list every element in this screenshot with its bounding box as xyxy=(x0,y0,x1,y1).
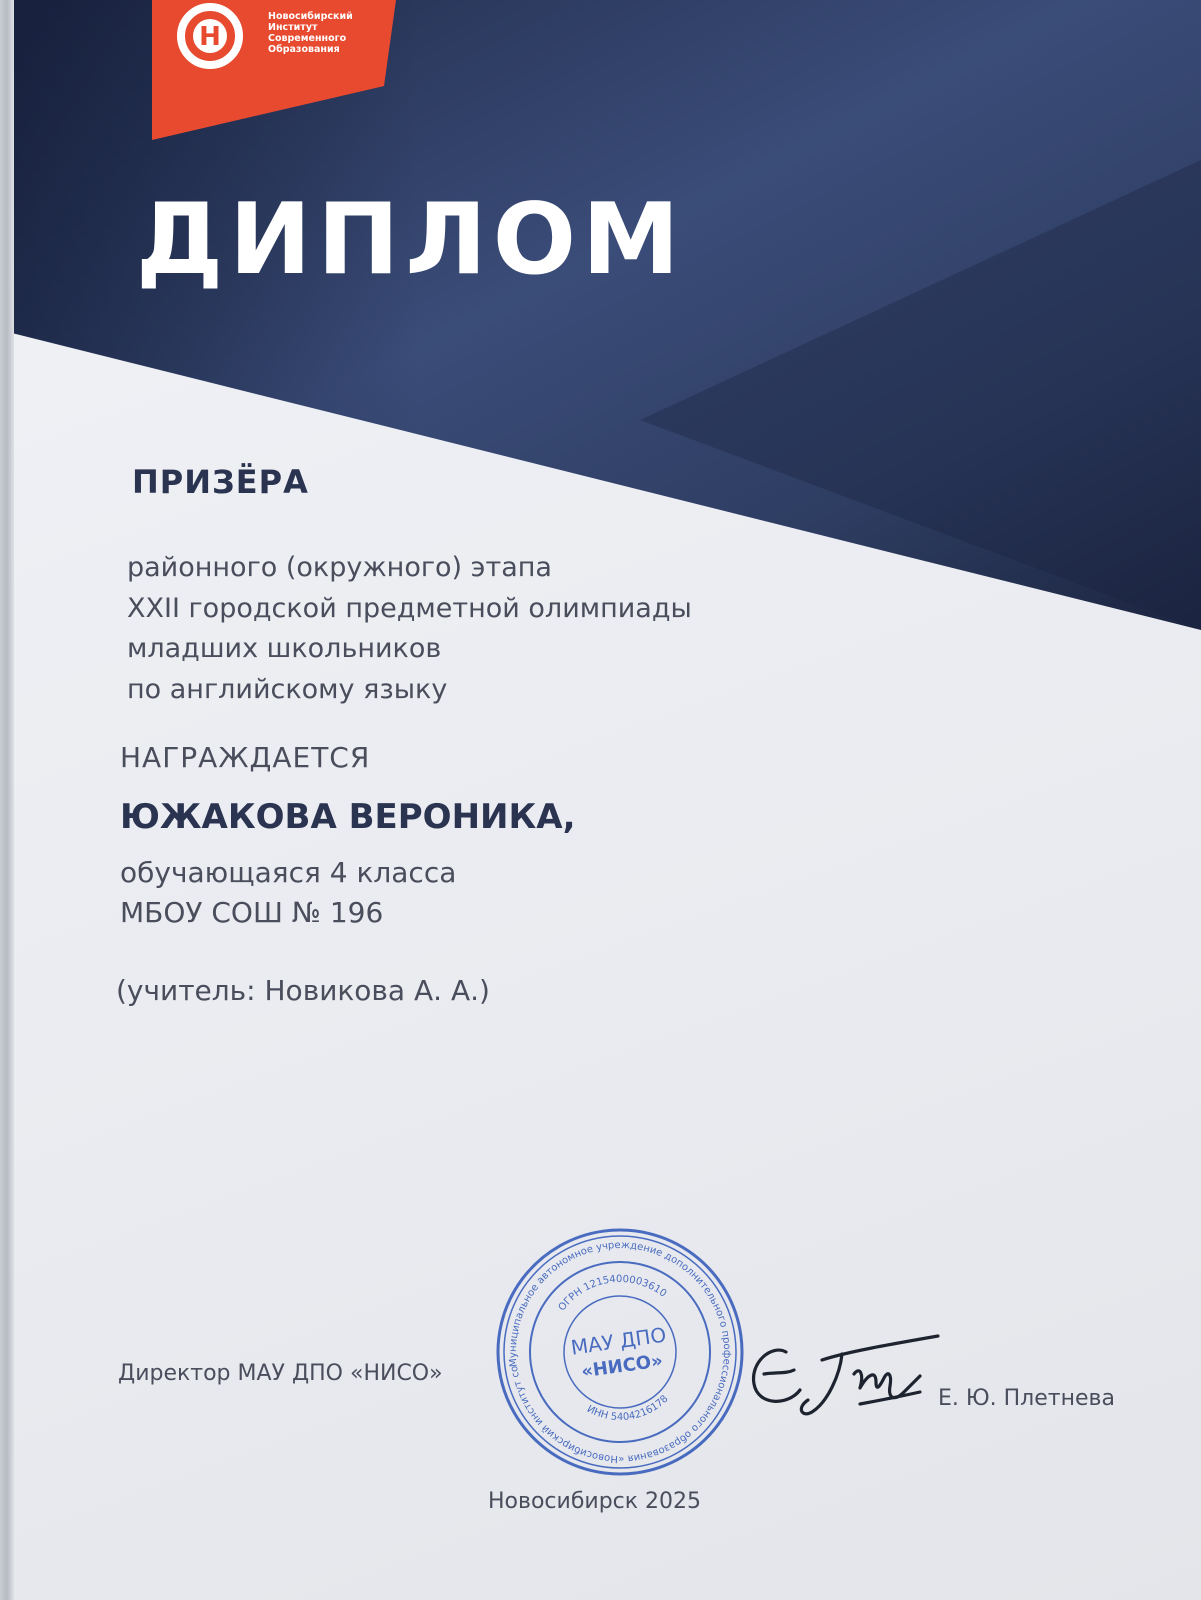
document-title: ДИПЛОМ xyxy=(136,183,686,297)
teacher-line: (учитель: Новикова А. А.) xyxy=(116,974,490,1007)
paper-edge xyxy=(0,0,14,1600)
stamp-center-line: МАУ ДПО xyxy=(569,1322,668,1360)
organization-name-line: Новосибирский xyxy=(268,11,353,22)
director-signature xyxy=(742,1322,942,1432)
student-info xyxy=(120,853,456,933)
event-line: XXII городской предметной олимпиады xyxy=(127,592,692,624)
recipient-name: ЮЖАКОВА ВЕРОНИКА, xyxy=(120,797,576,837)
event-line: младших школьников xyxy=(127,633,442,664)
student-info-line: обучающаяся 4 класса xyxy=(120,856,457,889)
stamp-tax-number: ИНН 5404216178 xyxy=(584,1393,671,1423)
organization-name-line: Институт xyxy=(268,22,318,33)
award-place: ПРИЗЁРА xyxy=(132,463,309,501)
stamp-outer-ring-text: Муниципальное автономное учреждение дополнительного профессионального образования «Новосибирский институт современного xyxy=(507,1239,733,1465)
event-line: районного (окружного) этапа xyxy=(127,552,552,583)
official-stamp xyxy=(494,1226,746,1478)
organization-name-line: Современного xyxy=(268,33,347,44)
director-title: Директор МАУ ДПО «НИСО» xyxy=(118,1361,443,1386)
event-line: по английскому языку xyxy=(127,673,448,705)
organization-name xyxy=(268,11,383,55)
organization-name-line: Образования xyxy=(268,44,340,55)
stamp-registration-number: ОГРН 1215400003610 xyxy=(556,1273,669,1314)
student-info-line: МБОУ СОШ № 196 xyxy=(120,896,384,929)
stamp-center-line: «НИСО» xyxy=(580,1350,665,1383)
logo-letter: Н xyxy=(199,22,221,52)
director-name: Е. Ю. Плетнева xyxy=(938,1386,1115,1411)
awarded-label: НАГРАЖДАЕТСЯ xyxy=(120,741,371,774)
city-year: Новосибирск 2025 xyxy=(488,1489,702,1514)
event-description xyxy=(127,548,692,710)
